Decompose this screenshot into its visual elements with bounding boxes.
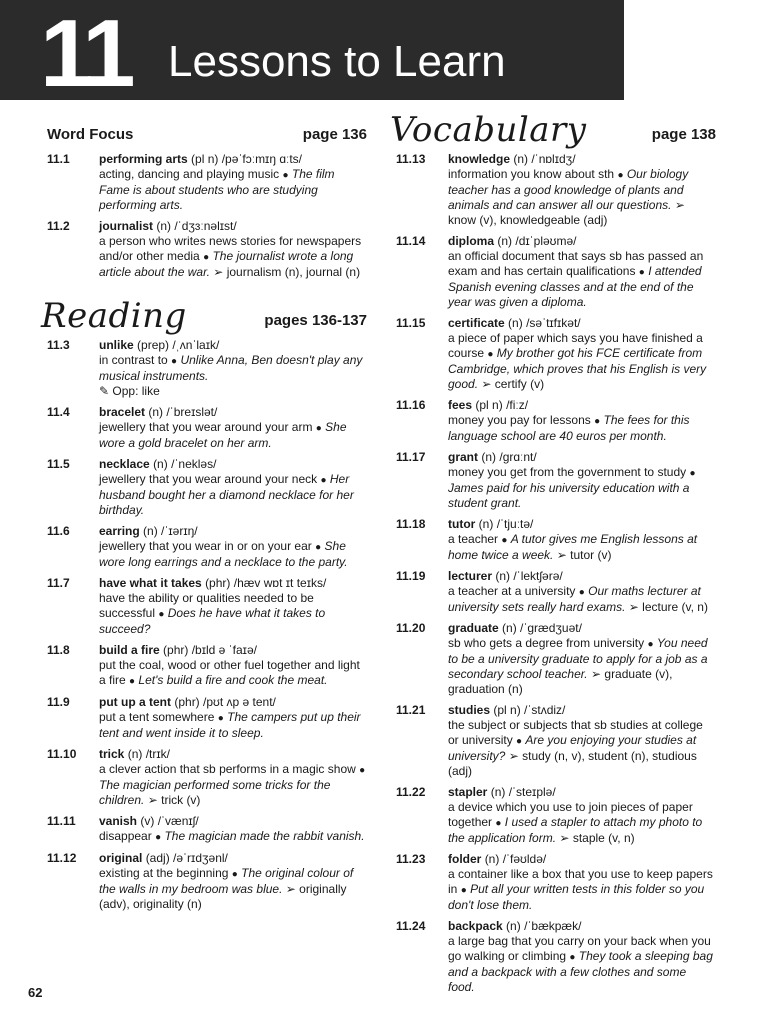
derived-forms: graduate (v), graduation (n)	[448, 667, 673, 696]
entry-number: 11.23	[396, 852, 426, 866]
entry-number: 11.20	[396, 621, 426, 635]
entry-number: 11.16	[396, 398, 426, 412]
pronunciation: /ˈdʒɜːnəlɪst/	[174, 219, 237, 233]
part-of-speech: (n)	[478, 517, 494, 531]
example: A tutor gives me English lessons at home twice a week.	[448, 532, 698, 562]
headword: necklace	[99, 457, 150, 471]
pronunciation: /ˈnekləs/	[171, 457, 217, 471]
bullet-icon: ●	[638, 267, 645, 278]
headword: certificate	[448, 316, 505, 330]
arrow-icon: ➢	[628, 600, 639, 614]
arrow-icon: ➢	[590, 667, 602, 681]
definition: jewellery that you wear in or on your ear	[99, 539, 312, 553]
pronunciation: /bɪld ə ˈfaɪə/	[191, 643, 257, 657]
part-of-speech: (n)	[497, 234, 513, 248]
bullet-icon: ●	[501, 535, 508, 546]
headword: journalist	[99, 219, 154, 233]
vocab-entry	[47, 524, 367, 570]
part-of-speech: (n)	[506, 919, 521, 933]
derived-forms: trick (v)	[161, 793, 201, 807]
derived-forms: certify (v)	[494, 377, 545, 391]
arrow-icon: ➢	[147, 793, 158, 807]
derived-forms: tutor (v)	[570, 548, 612, 562]
definition: a container like a box that you use to keep papers in	[448, 867, 713, 896]
example: Unlike Anna, Ben doesn't play any musical instruments.	[99, 353, 363, 383]
entry-number: 11.14	[396, 234, 426, 248]
vocab-entry	[47, 338, 367, 399]
example: I used a stapler to attach my photo to the application form.	[448, 815, 703, 845]
example: The journalist wrote a long article about the war.	[99, 249, 354, 279]
definition: a large bag that you carry on your back when you go walking or climbing	[448, 934, 711, 963]
bullet-icon: ●	[231, 869, 238, 880]
headword: backpack	[448, 919, 503, 933]
bullet-icon: ●	[359, 765, 366, 776]
bullet-icon: ●	[460, 885, 467, 896]
entry-number: 11.5	[47, 457, 70, 471]
vocab-entry	[47, 814, 367, 845]
arrow-icon: ➢	[481, 377, 492, 391]
entry-number: 11.9	[47, 695, 70, 709]
example: The magician made the rabbit vanish.	[164, 829, 365, 843]
section-page-ref: page 138	[651, 126, 716, 143]
definition: jewellery that you wear around your neck	[99, 472, 318, 486]
definition: jewellery that you wear around your arm	[99, 420, 313, 434]
pronunciation: /hæv wɒt ɪt teɪks/	[233, 576, 327, 590]
vocab-entry	[47, 219, 367, 280]
pronunciation: /əˈrɪdʒənl/	[173, 851, 228, 865]
definition: existing at the beginning	[99, 866, 229, 880]
part-of-speech: (prep)	[137, 338, 170, 352]
definition: a device which you use to join pieces of paper together	[448, 800, 693, 829]
section-header	[47, 116, 367, 146]
section-page-ref: pages 136-137	[264, 312, 367, 329]
pronunciation: /dɪˈpləʊmə/	[515, 234, 577, 248]
definition: a piece of paper which says you have finished a course	[448, 331, 703, 360]
bullet-icon: ●	[569, 952, 576, 963]
entry-number: 11.3	[47, 338, 70, 352]
section-header	[390, 110, 716, 150]
example: Are you enjoying your studies at university?	[448, 733, 697, 763]
part-of-speech: (n)	[484, 852, 500, 866]
section-header	[41, 296, 367, 336]
entry-number: 11.21	[396, 703, 426, 717]
example: She wore a gold bracelet on her arm.	[99, 420, 347, 450]
pronunciation: /ˈbreɪslət/	[166, 405, 218, 419]
derived-forms: study (n, v), student (n), studious (adj)	[448, 749, 697, 778]
part-of-speech: (n)	[127, 747, 143, 761]
headword: performing arts	[99, 152, 188, 166]
entry-number: 11.12	[47, 851, 77, 865]
headword: folder	[448, 852, 482, 866]
bullet-icon: ●	[594, 416, 601, 427]
definition: have the ability or qualities needed to be successful	[99, 591, 314, 620]
arrow-icon: ➢	[559, 831, 570, 845]
definition: the subject or subjects that sb studies at college or university	[448, 718, 703, 747]
definition: an official document that says sb has passed an exam and has certain qualifications	[448, 249, 704, 278]
unit-header	[0, 0, 624, 107]
entry-number: 11.2	[47, 219, 70, 233]
definition: put a tent somewhere	[99, 710, 215, 724]
vocab-entry	[396, 852, 716, 913]
right-column	[390, 110, 716, 1001]
vocab-entry	[396, 569, 716, 615]
entry-number: 11.18	[396, 517, 426, 531]
vocab-entry	[47, 695, 367, 741]
headword: put up a tent	[99, 695, 171, 709]
headword: diploma	[448, 234, 495, 248]
bullet-icon: ●	[647, 639, 654, 650]
vocab-entry	[396, 919, 716, 995]
bullet-icon: ●	[320, 475, 327, 486]
example: The film Fame is about students who are studying performing arts.	[99, 167, 335, 212]
pronunciation: /ˈsteɪplə/	[508, 785, 556, 799]
example: Our maths lecturer at university sets really hard exams.	[448, 584, 701, 614]
example: I attended Spanish evening classes and at the end of the year was given a diploma.	[448, 264, 702, 309]
vocab-entry	[47, 576, 367, 637]
headword: graduate	[448, 621, 499, 635]
arrow-icon: ➢	[213, 265, 224, 279]
section-page-ref: page 136	[302, 126, 367, 143]
vocab-entry	[47, 152, 367, 213]
opposite: Opp: like	[112, 384, 160, 398]
definition: money you pay for lessons	[448, 413, 591, 427]
example: My brother got his FCE certificate from Cambridge, which proves that his English is very good.	[448, 346, 707, 391]
bullet-icon: ●	[689, 468, 696, 479]
entry-number: 11.4	[47, 405, 70, 419]
vocab-entry	[47, 643, 367, 689]
bullet-icon: ●	[617, 170, 624, 181]
definition: sb who gets a degree from university	[448, 636, 645, 650]
part-of-speech: (phr)	[163, 643, 189, 657]
headword: have what it takes	[99, 576, 202, 590]
entry-number: 11.22	[396, 785, 426, 799]
part-of-speech: (n)	[490, 785, 506, 799]
arrow-icon: ➢	[556, 548, 567, 562]
arrow-icon: ➢	[285, 882, 296, 896]
vocab-entry	[47, 851, 367, 912]
headword: unlike	[99, 338, 134, 352]
part-of-speech: (n)	[153, 457, 168, 471]
vocab-entry	[396, 450, 716, 511]
definition: disappear	[99, 829, 152, 843]
headword: stapler	[448, 785, 488, 799]
headword: trick	[99, 747, 125, 761]
vocab-entry	[396, 398, 716, 444]
bullet-icon: ●	[495, 818, 502, 829]
part-of-speech: (n)	[148, 405, 164, 419]
vocab-entry	[396, 621, 716, 697]
example: Her husband bought her a diamond necklace for her birthday.	[99, 472, 354, 517]
example: Let's build a fire and cook the meat.	[138, 673, 328, 687]
pencil-icon: ✎	[99, 384, 110, 398]
bullet-icon: ●	[217, 713, 224, 724]
example: The magician performed some tricks for the children.	[99, 778, 331, 807]
headword: vanish	[99, 814, 138, 828]
bullet-icon: ●	[578, 587, 585, 598]
vocab-entry	[47, 457, 367, 518]
example: The original colour of the walls in my bedroom was blue.	[99, 866, 354, 896]
definition: put the coal, wood or other fuel together and light a fire	[99, 658, 360, 687]
pronunciation: /trɪk/	[145, 747, 170, 761]
headword: earring	[99, 524, 140, 538]
entry-number: 11.8	[47, 643, 70, 657]
part-of-speech: (phr)	[205, 576, 231, 590]
definition: information you know about sth	[448, 167, 615, 181]
vocab-entry	[396, 785, 716, 846]
derived-forms: staple (v, n)	[572, 831, 635, 845]
entry-number: 11.15	[396, 316, 426, 330]
pronunciation: /ˈtjuːtə/	[496, 517, 534, 531]
pronunciation: /ˌʌnˈlaɪk/	[172, 338, 220, 352]
example: You need to be a university graduate to apply for a job as a secondary school teacher.	[448, 636, 708, 681]
pronunciation: /ˈgrædʒuət/	[520, 621, 582, 635]
entry-number: 11.7	[47, 576, 70, 590]
arrow-icon: ➢	[674, 198, 685, 212]
unit-title: Lessons to Learn	[168, 37, 506, 86]
part-of-speech: (phr)	[174, 695, 200, 709]
vocab-entry	[47, 747, 367, 808]
definition: a teacher at a university	[448, 584, 576, 598]
bullet-icon: ●	[155, 832, 162, 843]
headword: tutor	[448, 517, 476, 531]
part-of-speech: (n)	[508, 316, 523, 330]
arrow-icon: ➢	[508, 749, 519, 763]
vocab-entry	[396, 316, 716, 392]
bullet-icon: ●	[171, 356, 178, 367]
vocab-entry	[396, 234, 716, 310]
part-of-speech: (pl n)	[493, 703, 521, 717]
entry-number: 11.13	[396, 152, 426, 166]
part-of-speech: (pl n)	[475, 398, 503, 412]
entry-number: 11.19	[396, 569, 426, 583]
bullet-icon: ●	[516, 736, 523, 747]
pronunciation: /ˈstʌdiz/	[524, 703, 566, 717]
part-of-speech: (n)	[143, 524, 158, 538]
example: They took a sleeping bag and a backpack with a few clothes and some food.	[448, 949, 713, 994]
entry-number: 11.24	[396, 919, 426, 933]
part-of-speech: (n)	[156, 219, 172, 233]
entry-number: 11.17	[396, 450, 426, 464]
section-title: Word Focus	[47, 126, 134, 143]
bullet-icon: ●	[487, 349, 494, 360]
part-of-speech: (n)	[481, 450, 497, 464]
pronunciation: /fiːz/	[506, 398, 529, 412]
part-of-speech: (n)	[513, 152, 529, 166]
page-number: 62	[28, 985, 43, 1000]
part-of-speech: (n)	[495, 569, 511, 583]
pronunciation: /pəˈfɔːmɪŋ ɑːts/	[221, 152, 303, 166]
entry-number: 11.11	[47, 814, 76, 828]
pronunciation: /ˈɪərɪŋ/	[161, 524, 198, 538]
headword: studies	[448, 703, 491, 717]
pronunciation: /ˈvænɪʃ/	[157, 814, 199, 828]
part-of-speech: (adj)	[145, 851, 170, 865]
bullet-icon: ●	[203, 252, 210, 263]
derived-forms: originally (adv), originality (n)	[99, 882, 347, 911]
bullet-icon: ●	[282, 170, 289, 181]
definition: money you get from the government to study	[448, 465, 687, 479]
pronunciation: /ˈfəʊldə/	[502, 852, 547, 866]
example: The fees for this language school are 40 euros per month.	[448, 413, 690, 443]
section-title: Reading	[41, 296, 187, 336]
pronunciation: /ˈbækpæk/	[524, 919, 582, 933]
vocab-entry	[396, 152, 716, 228]
example: Put all your written tests in this folder so you don't lose them.	[448, 882, 705, 912]
vocab-entry	[47, 405, 367, 451]
derived-forms: journalism (n), journal (n)	[226, 265, 361, 279]
bullet-icon: ●	[158, 609, 165, 620]
example: Does he have what it takes to succeed?	[99, 606, 326, 636]
bullet-icon: ●	[315, 542, 322, 553]
headword: knowledge	[448, 152, 511, 166]
unit-number: 11	[40, 0, 130, 107]
pronunciation: /səˈtɪfɪkət/	[526, 316, 581, 330]
derived-forms: know (v), knowledgeable (adj)	[448, 213, 608, 227]
pronunciation: /pʊt ʌp ə tent/	[203, 695, 276, 709]
example: James paid for his university education with a student grant.	[448, 481, 690, 510]
derived-forms: lecture (v, n)	[642, 600, 708, 614]
section-title: Vocabulary	[390, 110, 587, 150]
example: She wore long earrings and a necklace to the party.	[99, 539, 348, 569]
part-of-speech: (v)	[140, 814, 155, 828]
vocab-entry	[396, 703, 716, 779]
definition: a clever action that sb performs in a magic show	[99, 762, 356, 776]
entry-number: 11.6	[47, 524, 70, 538]
pronunciation: /ˈlektʃərə/	[513, 569, 563, 583]
entry-number: 11.10	[47, 747, 77, 761]
example: The campers put up their tent and went inside it to sleep.	[99, 710, 361, 740]
left-column	[41, 116, 367, 918]
pronunciation: /ˈnɒlɪdʒ/	[531, 152, 576, 166]
headword: build a fire	[99, 643, 160, 657]
part-of-speech: (pl n)	[191, 152, 219, 166]
definition: a teacher	[448, 532, 499, 546]
entry-number: 11.1	[47, 152, 70, 166]
headword: lecturer	[448, 569, 493, 583]
headword: bracelet	[99, 405, 146, 419]
bullet-icon: ●	[129, 676, 136, 687]
bullet-icon: ●	[315, 423, 322, 434]
headword: grant	[448, 450, 478, 464]
definition: a person who writes news stories for newspapers and/or other media	[99, 234, 362, 263]
example: Our biology teacher has a good knowledge of plants and animals and can answer all our questions.	[448, 167, 689, 212]
part-of-speech: (n)	[502, 621, 517, 635]
definition: in contrast to	[99, 353, 168, 367]
pronunciation: /grɑːnt/	[499, 450, 537, 464]
vocab-entry	[396, 517, 716, 563]
headword: original	[99, 851, 143, 865]
definition: acting, dancing and playing music	[99, 167, 280, 181]
headword: fees	[448, 398, 473, 412]
